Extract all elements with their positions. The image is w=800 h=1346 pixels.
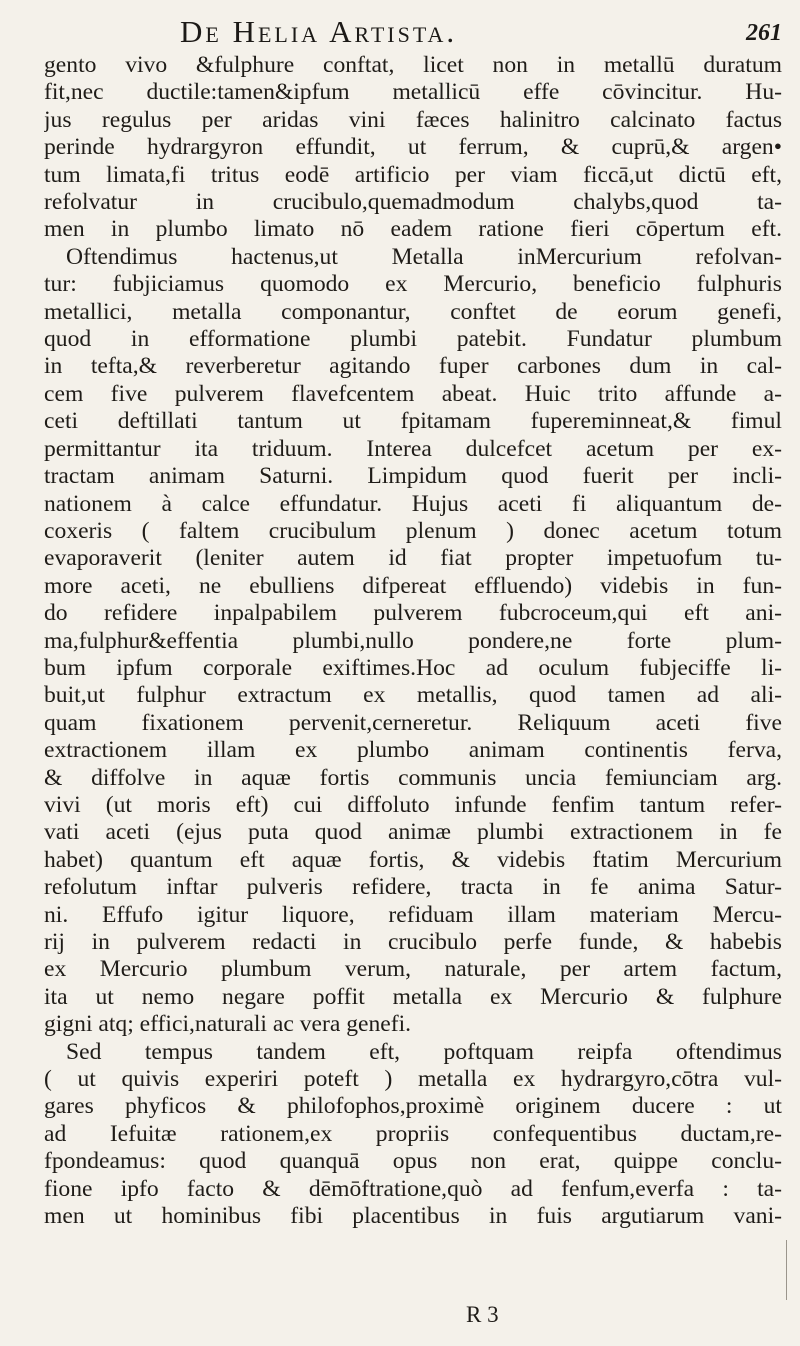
text-line: ma,fulphur&effentia plumbi,nullo pondere,ne forte plum-: [44, 627, 782, 654]
body-text: [44, 52, 782, 1230]
text-line: jus regulus per aridas vini fæces halinitro calcinato factus: [44, 106, 782, 133]
text-line: vati aceti (ejus puta quod animæ plumbi extractionem in fe: [44, 819, 782, 846]
page-footer: [44, 1302, 782, 1332]
text-line: Sed tempus tandem eft, poftquam reipfa oftendimus: [66, 1038, 782, 1065]
text-line: gares phyficos & philofophos,proximè originem ducere : ut: [44, 1093, 782, 1120]
text-line: fpondeamus: quod quanquā opus non erat, quippe conclu-: [44, 1148, 782, 1175]
text-line: fit,nec ductile:tamen&ipfum metallicū effe cōvincitur. Hu-: [44, 79, 782, 106]
text-line: coxeris ( faltem crucibulum plenum ) donec acetum totum: [44, 517, 782, 544]
text-line: men in plumbo limato nō eadem ratione fieri cōpertum eft.: [44, 216, 782, 243]
text-line: ceti deftillati tantum ut fpitamam fupereminneat,& fimul: [44, 408, 782, 435]
text-line: vivi (ut moris eft) cui diffoluto infunde fenfim tantum refer-: [44, 791, 782, 818]
text-line: habet) quantum eft aquæ fortis, & videbis ftatim Mercurium: [44, 846, 782, 873]
text-line: nationem à calce effundatur. Hujus aceti fi aliquantum de-: [44, 490, 782, 517]
text-line: tur: fubjiciamus quomodo ex Mercurio, beneficio fulphuris: [44, 271, 782, 298]
text-line: bum ipfum corporale exiftimes.Hoc ad oculum fubjeciffe li-: [44, 654, 782, 681]
text-line: Oftendimus hactenus,ut Metalla inMercurium refolvan-: [66, 243, 782, 270]
text-line: ita ut nemo negare poffit metalla ex Mercurio & fulphure: [44, 983, 782, 1010]
text-line: tum limata,fi tritus eodē artificio per viam ficcā,ut dictū eft,: [44, 161, 782, 188]
text-line: quod in efformatione plumbi patebit. Fundatur plumbum: [44, 326, 782, 353]
text-line: ( ut quivis experiri poteft ) metalla ex hydrargyro,cōtra vul-: [44, 1066, 782, 1093]
text-line: ex Mercurio plumbum verum, naturale, per artem factum,: [44, 956, 782, 983]
text-line: buit,ut fulphur extractum ex metallis, quod tamen ad ali-: [44, 682, 782, 709]
text-line: men ut hominibus fibi placentibus in fuis argutiarum vani-: [44, 1203, 782, 1230]
text-line: more aceti, ne ebulliens difpereat effluendo) videbis in fun-: [44, 572, 782, 599]
text-line: metallici, metalla componantur, conftet de eorum genefi,: [44, 298, 782, 325]
page-header: [40, 10, 782, 50]
text-line: rij in pulverem redacti in crucibulo perfe funde, & habebis: [44, 929, 782, 955]
text-line: in tefta,& reverberetur agitando fuper carbones dum in cal-: [44, 353, 782, 380]
text-line: ad Iefuitæ rationem,ex propriis confequentibus ductam,re-: [44, 1120, 782, 1147]
text-line: do refidere inpalpabilem pulverem fubcroceum,qui eft ani-: [44, 600, 782, 627]
text-line: gento vivo &fulphure conftat, licet non in metallū duratum: [44, 52, 782, 78]
text-line: extractionem illam ex plumbo animam continentis ferva,: [44, 737, 782, 764]
text-line: fione ipfo facto & dēmōftratione,quò ad fenfum,everfa : ta-: [44, 1175, 782, 1202]
text-line: gigni atq; effici,naturali ac vera genefi.: [44, 1011, 412, 1038]
text-line: ni. Effufo igitur liquore, refiduam illam materiam Mercu-: [44, 901, 782, 928]
running-title: De Helia Artista.: [180, 14, 458, 49]
text-line: permittantur ita triduum. Interea dulcefcet acetum per ex-: [44, 435, 782, 462]
text-line: cem five pulverem flavefcentem abeat. Huic trito affunde a-: [44, 380, 782, 407]
page-edge-mark: [786, 1240, 787, 1300]
text-line: evaporaverit (leniter autem id fiat propter impetuofum tu-: [44, 545, 782, 572]
text-line: tractam animam Saturni. Limpidum quod fuerit per incli-: [44, 463, 782, 490]
text-line: quam fixationem pervenit,cerneretur. Reliquum aceti five: [44, 709, 782, 736]
text-line: refolvatur in crucibulo,quemadmodum chalybs,quod ta-: [44, 189, 782, 216]
text-line: perinde hydrargyron effundit, ut ferrum, & cuprū,& argen•: [44, 134, 782, 161]
text-line: refolutum inftar pulveris refidere, tracta in fe anima Satur-: [44, 874, 782, 901]
signature-mark: R 3: [466, 1302, 499, 1327]
page-number: 261: [746, 20, 782, 46]
text-line: & diffolve in aquæ fortis communis uncia femiunciam arg.: [44, 764, 782, 791]
